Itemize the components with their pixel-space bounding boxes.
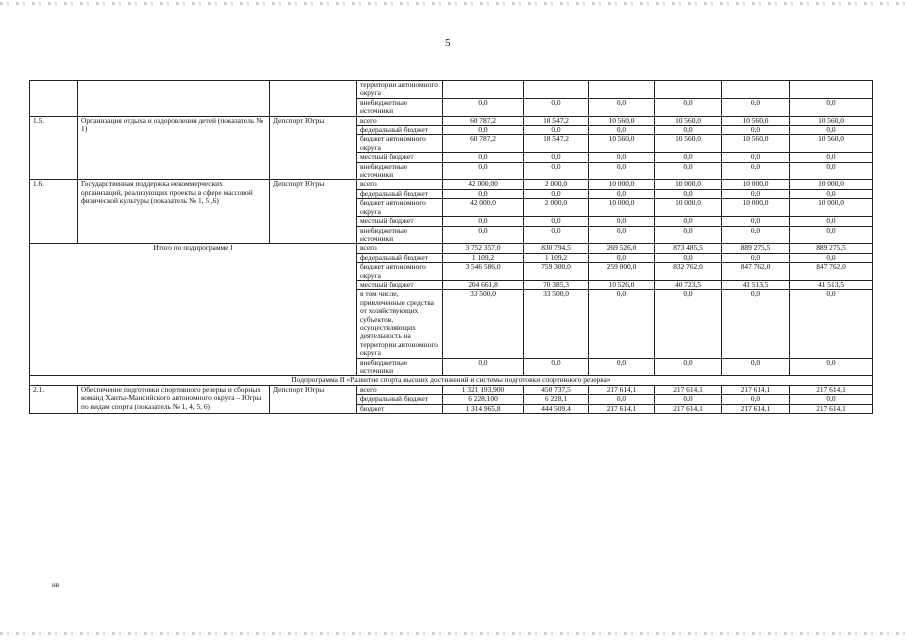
amount-cell: 0,0 (655, 217, 722, 226)
scan-edge-bottom (0, 632, 905, 635)
funding-source: бюджет (357, 404, 443, 413)
item-number: 1.5. (30, 116, 78, 180)
amount-cell: 0,0 (722, 162, 790, 180)
funding-source: местный бюджет (357, 153, 443, 162)
amount-cell: 10 000,0 (790, 180, 873, 189)
amount-cell: 10 560,0 (790, 135, 873, 153)
amount-cell: 0,0 (443, 126, 524, 135)
funding-source: внебюджетные источники (357, 162, 443, 180)
amount-cell: 3 752 357,0 (443, 244, 524, 253)
amount-cell: 6 228,1 (524, 395, 589, 404)
amount-cell: 1 314 965,8 (443, 404, 524, 413)
amount-cell: 10 000,0 (589, 180, 655, 189)
amount-cell: 2 000,0 (524, 199, 589, 217)
amount-cell: 217 614,1 (655, 404, 722, 413)
amount-cell (722, 81, 790, 99)
funding-source: местный бюджет (357, 280, 443, 289)
amount-cell: 269 526,0 (589, 244, 655, 253)
amount-cell: 217 614,1 (722, 404, 790, 413)
amount-cell: 0,0 (722, 217, 790, 226)
amount-cell: 0,0 (655, 290, 722, 358)
amount-cell: 0,0 (443, 226, 524, 244)
amount-cell: 0,0 (589, 290, 655, 358)
amount-cell: 0,0 (589, 358, 655, 376)
amount-cell (790, 81, 873, 99)
amount-cell: 10 526,0 (589, 280, 655, 289)
amount-cell: 0,0 (655, 162, 722, 180)
amount-cell: 0,0 (790, 217, 873, 226)
amount-cell: 0,0 (589, 226, 655, 244)
amount-cell: 450 737,5 (524, 385, 589, 394)
amount-cell: 10 000,0 (722, 180, 790, 189)
amount-cell: 0,0 (443, 153, 524, 162)
funding-source: бюджет автономного округа (357, 263, 443, 281)
amount-cell: 0,0 (524, 162, 589, 180)
amount-cell: 10 560,0 (655, 135, 722, 153)
amount-cell: 889 275,5 (722, 244, 790, 253)
amount-cell: 1 321 193,900 (443, 385, 524, 394)
amount-cell: 0,0 (655, 126, 722, 135)
amount-cell: 10 560,0 (589, 116, 655, 125)
amount-cell: 10 560,0 (722, 116, 790, 125)
item-name: Организация отдыха и оздоровления детей (показатель № 1) (78, 116, 270, 180)
item-executor: Депспорт Югры (270, 116, 357, 180)
amount-cell: 0,0 (589, 395, 655, 404)
amount-cell: 10 000,0 (655, 199, 722, 217)
amount-cell: 0,0 (790, 290, 873, 358)
amount-cell: 0,0 (790, 253, 873, 262)
item-executor: Депспорт Югры (270, 180, 357, 244)
amount-cell: 10 560,0 (589, 135, 655, 153)
amount-cell: 0,0 (589, 189, 655, 198)
amount-cell: 0,0 (655, 226, 722, 244)
amount-cell: 217 614,1 (722, 385, 790, 394)
amount-cell: 1 109,2 (524, 253, 589, 262)
amount-cell: 18 547,2 (524, 116, 589, 125)
amount-cell: 2 000,0 (524, 180, 589, 189)
amount-cell: 10 000,0 (655, 180, 722, 189)
amount-cell: 0,0 (443, 189, 524, 198)
amount-cell: 759 300,0 (524, 263, 589, 281)
amount-cell: 0,0 (589, 126, 655, 135)
amount-cell: 0,0 (589, 153, 655, 162)
amount-cell: 0,0 (790, 395, 873, 404)
amount-cell: 0,0 (790, 358, 873, 376)
empty-cell (30, 81, 78, 117)
amount-cell: 10 560,0 (722, 135, 790, 153)
amount-cell: 0,0 (524, 358, 589, 376)
amount-cell: 42 000,0 (443, 199, 524, 217)
amount-cell: 41 513,5 (790, 280, 873, 289)
amount-cell: 0,0 (722, 98, 790, 116)
empty-cell (270, 81, 357, 117)
amount-cell: 0,0 (524, 153, 589, 162)
funding-source: внебюджетные источники (357, 358, 443, 376)
amount-cell: 0,0 (722, 253, 790, 262)
funding-source: всего (357, 244, 443, 253)
amount-cell: 444 509,4 (524, 404, 589, 413)
amount-cell: 217 614,1 (790, 385, 873, 394)
funding-source: федеральный бюджет (357, 395, 443, 404)
amount-cell (524, 81, 589, 99)
subtotal-label: Итого по подпрограмме I (30, 244, 357, 376)
amount-cell: 3 546 586,0 (443, 263, 524, 281)
amount-cell: 873 485,5 (655, 244, 722, 253)
amount-cell: 889 275,5 (790, 244, 873, 253)
amount-cell (443, 81, 524, 99)
funding-source: всего (357, 116, 443, 125)
amount-cell: 0,0 (790, 226, 873, 244)
amount-cell: 0,0 (589, 253, 655, 262)
amount-cell: 0,0 (790, 153, 873, 162)
amount-cell: 0,0 (655, 189, 722, 198)
amount-cell: 0,0 (722, 126, 790, 135)
subprogram-title-row (30, 376, 873, 385)
funding-table (29, 80, 873, 414)
table-row (30, 116, 873, 125)
funding-source: федеральный бюджет (357, 126, 443, 135)
amount-cell: 70 385,3 (524, 280, 589, 289)
amount-cell: 33 500,0 (443, 290, 524, 358)
amount-cell: 10 560,0 (655, 116, 722, 125)
table-row (30, 385, 873, 394)
amount-cell: 0,0 (790, 162, 873, 180)
amount-cell: 60 787,2 (443, 135, 524, 153)
table-row (30, 180, 873, 189)
amount-cell: 0,0 (655, 253, 722, 262)
amount-cell: 832 762,0 (655, 263, 722, 281)
funding-table-body (30, 81, 873, 414)
amount-cell: 0,0 (655, 358, 722, 376)
amount-cell: 0,0 (790, 189, 873, 198)
funding-source: всего (357, 180, 443, 189)
amount-cell: 0,0 (524, 189, 589, 198)
amount-cell: 0,0 (722, 395, 790, 404)
funding-source: в том числе, привлеченные средства от хозяйствующих субъектов, осуществляющих деятельность на территории автономного округа (357, 290, 443, 358)
funding-source: местный бюджет (357, 217, 443, 226)
amount-cell: 0,0 (524, 226, 589, 244)
amount-cell: 33 500,0 (524, 290, 589, 358)
amount-cell (655, 81, 722, 99)
empty-cell (78, 81, 270, 117)
funding-source: всего (357, 385, 443, 394)
amount-cell (589, 81, 655, 99)
item-name: Обеспечение подготовки спортивного резерва и сборных команд Ханты-Мансийского автономного округа – Югры по видам спорта (показатель № 1, 4, 5, 6) (78, 385, 270, 413)
page-number: 5 (445, 37, 451, 49)
amount-cell: 41 513,5 (722, 280, 790, 289)
amount-cell: 1 109,2 (443, 253, 524, 262)
amount-cell: 0,0 (722, 189, 790, 198)
amount-cell: 10 000,0 (790, 199, 873, 217)
amount-cell: 0,0 (589, 217, 655, 226)
amount-cell: 0,0 (524, 217, 589, 226)
table-row (30, 81, 873, 99)
amount-cell: 0,0 (655, 153, 722, 162)
amount-cell: 217 614,1 (655, 385, 722, 394)
item-name: Государственная поддержка некоммерческих организаций, реализующих проекты в сфере массовой физической культуры (показатель № 1, 5 ,6) (78, 180, 270, 244)
amount-cell: 0,0 (443, 217, 524, 226)
item-number: 1.6. (30, 180, 78, 244)
amount-cell: 0,0 (655, 395, 722, 404)
funding-source: федеральный бюджет (357, 189, 443, 198)
amount-cell: 0,0 (443, 162, 524, 180)
amount-cell: 0,0 (589, 162, 655, 180)
amount-cell: 830 794,5 (524, 244, 589, 253)
amount-cell: 18 547,2 (524, 135, 589, 153)
amount-cell: 0,0 (443, 98, 524, 116)
amount-cell: 0,0 (524, 126, 589, 135)
amount-cell: 0,0 (722, 290, 790, 358)
amount-cell: 259 000,0 (589, 263, 655, 281)
amount-cell: 204 661,8 (443, 280, 524, 289)
table-row (30, 244, 873, 253)
amount-cell: 0,0 (790, 126, 873, 135)
amount-cell: 847 762,0 (722, 263, 790, 281)
funding-source: бюджет автономного округа (357, 135, 443, 153)
amount-cell: 0,0 (655, 98, 722, 116)
footer-mark: нв (52, 581, 60, 589)
subprogram-title: Подпрограмма II «Развитие спорта высших достижений и системы подготовки спортивного резерва» (30, 376, 873, 385)
amount-cell: 0,0 (790, 98, 873, 116)
amount-cell: 10 000,0 (589, 199, 655, 217)
funding-source: внебюджетные источники (357, 98, 443, 116)
scan-edge-top (0, 2, 905, 5)
amount-cell: 0,0 (524, 98, 589, 116)
amount-cell: 10 000,0 (722, 199, 790, 217)
amount-cell: 0,0 (589, 98, 655, 116)
amount-cell: 6 228,100 (443, 395, 524, 404)
amount-cell: 60 787,2 (443, 116, 524, 125)
amount-cell: 217 614,1 (589, 404, 655, 413)
amount-cell: 847 762,0 (790, 263, 873, 281)
funding-source: территории автономного округа (357, 81, 443, 99)
amount-cell: 42 000,00 (443, 180, 524, 189)
amount-cell: 217 614,1 (790, 404, 873, 413)
amount-cell: 0,0 (722, 226, 790, 244)
item-number: 2.1. (30, 385, 78, 413)
funding-source: внебюджетные источники (357, 226, 443, 244)
amount-cell: 0,0 (722, 153, 790, 162)
amount-cell: 40 723,5 (655, 280, 722, 289)
item-executor: Депспорт Югры (270, 385, 357, 413)
amount-cell: 0,0 (443, 358, 524, 376)
amount-cell: 10 560,0 (790, 116, 873, 125)
amount-cell: 0,0 (722, 358, 790, 376)
funding-source: федеральный бюджет (357, 253, 443, 262)
amount-cell: 217 614,1 (589, 385, 655, 394)
funding-source: бюджет автономного округа (357, 199, 443, 217)
